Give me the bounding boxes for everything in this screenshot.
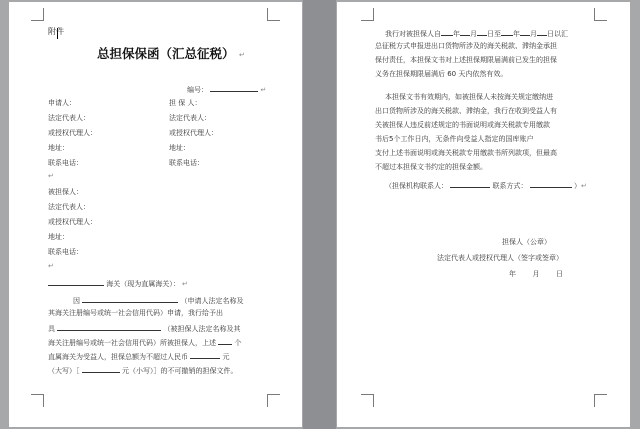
para2-line-3: 关被担保人违反前述规定的书面说明或海关税款专用缴款 (375, 121, 550, 129)
para1-line-1: 我行对被担保人自 年 月 日至 年 月 日以汇 (385, 30, 568, 38)
applicant-address-label: 地址： (48, 144, 69, 152)
contact-name-blank[interactable] (450, 180, 490, 188)
para2-line-1: 本担保文书有效期内，如被担保人未按海关规定缴纳进 (385, 93, 553, 101)
para-line-5: 直属海关为受益人，担保总额为不超过人民币 元 (48, 353, 230, 361)
paragraph-mark: ↵ (239, 51, 245, 59)
serial-number-row[interactable]: 编号： ↵ (187, 86, 267, 94)
customs-blank[interactable] (48, 278, 104, 286)
para2-line-2: 出口货物所涉及的海关税款、滞纳金，我行在收到受益人有 (375, 107, 557, 115)
guarantor-rep-label: 法定代表人： (169, 114, 211, 122)
crop-mark (31, 8, 44, 21)
amount-blank[interactable] (190, 351, 220, 359)
serial-label: 编号： (187, 86, 208, 94)
contact-line[interactable]: （担保机构联系人： 联系方式： ）↵ (385, 182, 587, 190)
guarantor-phone-label: 联系电话： (169, 159, 204, 167)
guaranteed-rep-label: 法定代表人： (48, 203, 90, 211)
attachment-label: 附件 (48, 27, 64, 36)
contact-phone-blank[interactable] (530, 180, 572, 188)
document-title: 总担保保函（汇总征税） (97, 46, 235, 61)
crop-mark (267, 8, 280, 21)
guarantor-label: 担 保 人： (169, 99, 202, 107)
para2-line-4: 书后5个工作日内，无条件向受益人指定的国库账户 (375, 135, 534, 143)
applicant-phone-label: 联系电话： (48, 159, 83, 167)
para2-line-5: 支付上述书面说明或海关税款专用缴款书所列款项，但最高 (375, 149, 557, 157)
para-line-3: 具 （被担保人法定名称及其 (48, 325, 241, 333)
crop-mark (594, 394, 607, 407)
count-blank[interactable] (218, 337, 232, 345)
signature-representative: 法定代表人或授权代理人（签字或签章） (437, 254, 563, 262)
guarantor-address-label: 地址： (169, 144, 190, 152)
para-line-4: 海关注册编号或统一社会信用代码）所被担保人，上述 个 (48, 339, 242, 347)
para1-line-2: 总征税方式申报进出口货物所涉及的海关税款、滞纳金承担 (375, 42, 557, 50)
applicant-label: 申请人： (48, 99, 76, 107)
crop-mark (361, 8, 374, 21)
para1-line-4: 义务在担保期限届满后 60 天内依然有效。 (375, 70, 508, 78)
guaranteed-name-blank[interactable] (57, 323, 161, 331)
guaranteed-agent-label: 或授权代理人： (48, 218, 97, 226)
guaranteed-phone-label: 联系电话： (48, 248, 83, 256)
crop-mark (31, 394, 44, 407)
signature-guarantor: 担保人（公章） (502, 238, 551, 246)
crop-mark (267, 394, 280, 407)
para2-line-6: 不超过本担保文书约定的担保金额。 (375, 163, 487, 171)
customs-address-line[interactable]: 海关（现为直属海关）： ↵ (48, 278, 188, 289)
amount-words-blank[interactable] (82, 365, 120, 373)
para-line-2: 其海关注册编号或统一社会信用代码）申请，我行给予出 (48, 309, 223, 317)
document-page-right[interactable] (337, 2, 630, 427)
signature-date: 年 月 日 (509, 270, 563, 278)
crop-mark (594, 8, 607, 21)
guaranteed-label: 被担保人： (48, 188, 83, 196)
applicant-rep-label: 法定代表人： (48, 114, 90, 122)
serial-blank[interactable] (210, 84, 258, 92)
crop-mark (361, 394, 374, 407)
guaranteed-address-label: 地址： (48, 233, 69, 241)
para-line-6: （大写）［ 元（小写）］的不可撤销的担保文件。 (48, 367, 238, 375)
applicant-name-blank[interactable] (82, 295, 178, 303)
para1-line-3: 保付责任，本担保文书对上述担保期限届满前已发生的担保 (375, 56, 557, 64)
applicant-agent-label: 或授权代理人： (48, 129, 97, 137)
document-page-left[interactable]: 附件 总担保保函（汇总征税） ↵ 编号： ↵ 申请人： 担 保 人： 法定代表人： 法定代表人： 或授权代理人： 或授权代理人： 地址： 地址： 联系电话： 联系电话： ↵ 被担保人： 法定代表人： 或授权代理人： 地址： 联系电话： ↵ 海关（现为直属海关）： ↵ 因 （申请人法定名称及 其海关注册编号或统一社会信用代码）申请，我行给予出 具 （被担保人法定名称及其 海关注册编号或统一社会信用代码）所被担保人，上述 个 直属海关为受益人，担保总额为不超过人民币 元 （大写）［ 元（小写）］的不可撤销的担保文件。 (9, 2, 302, 427)
para-line-1: 因 （申请人法定名称及 (73, 297, 244, 305)
page-gap (303, 0, 336, 429)
guarantor-agent-label: 或授权代理人： (169, 129, 218, 137)
